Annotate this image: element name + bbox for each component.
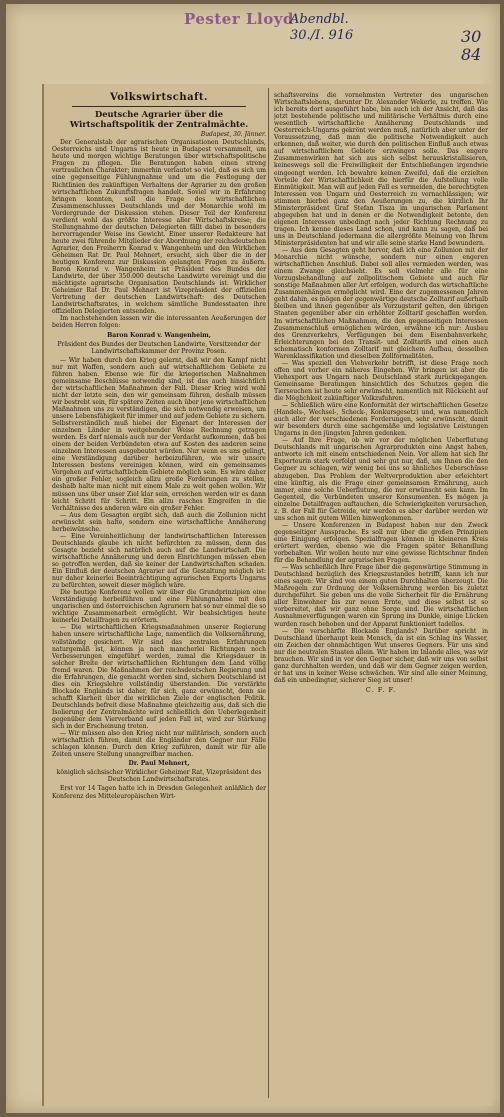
article-paragraph: schaftsvereins die vornehmsten Vertreter des ungarischen Wirtschaftslebens, darunter Dr. Alexander Wekerle, zu treffen. Wie ich bereits dort ausgeführt habe, bin auch ich der Ansicht, daß das jetzt bestehende politische und militärische Verhältnis durch eine wesentlich wirtschaftliche Annäherung Deutschlands und Oesterreich-Ungarns gekrönt werden muß, natürlich aber unter der Voraussetzung, daß man die politische Notwendigkeit auch erkennen, daß weiter, wie durch den politischen Einfluß auch etwas auf wirtschaftlichem Gebiete erzwingen solle. Das engere Zusammenwirken hat sich aus sich selbst herauskristallisieren, keineswegs soll die Freiwilligkeit der Entschließungen irgendwie eingeengt werden. Ich bewahre keinen Zweifel, daß die erzielten Vorteile der Wirtschaftlichkeit die hierfür die Aufstellung volle Einmütigkeit. Man will auf jeden Fall es vermeiden, die berechtigten Interessen von Ungarn und Oesterreich zu vernachlässigen; wir stimmen hierbei ganz den Aeußerungen zu, die kürzlich Ihr Ministerpräsident Graf Stefan Tisza im ungarischen Parlament abgegeben hat und in denen er die Notwendigkeit betonte, den eigenen Interessen unbedingt nach jeder Richtung Rechnung zu tragen. Ich kenne dieses Land schon, und kann zu sagen, daß bei uns in Deutschland jedermann die allergrößte Meinung von Ihrem Ministerpräsidenten hat und wir alle seine starke Hand bewundern. [274, 92, 488, 247]
article-paragraph: — Schließlich wäre eine Konformität der wirtschaftlichen Gesetze (Handels-, Wechsel-, Scheck-, Konkursgesetz) und, was namentlich auch aller der verschiedenen Forderungen, sehr erwünscht, damit wir besonders durch eine sachgemäße und legislative Leistungen Ungarns in den jüngsten Jahren gedenken. [274, 402, 488, 438]
section-rule [72, 106, 246, 107]
article-paragraph: — Die verschärfte Blockade Englands? Darüber spricht in Deutschland überhaupt kein Mensch, da ist ein Schlag ins Wasser, ein Zeichen der ohnmächtigen Wut unseres Gegners. Für uns sind nur die neutralen Staaten allein. Wir haben im Inlande alles, was wir brauchen. Wir sind in vor den Gegner sicher, daß wir uns von selbst ganz durchhalten werden, und daß wir dem Gegner zeigen werden, er hat uns in keiner Weise schwächen. Wir sind alle einer Meinung, daß ein unbedingter, sicherer Sieg ist unser! [274, 627, 488, 684]
article-paragraph: — Unsere Konferenzen in Budapest haben nur den Zweck gegenseitiger Aussprache. Es soll nur über die großen Prinzipien eine Einigung erfolgen. Spezialfragen können in kleineren Kreis erörtert werden, ebenso wie die Fragen später Behandlung vorbehalten. Wir wollen heute nur eine gewisse Richtschnur finden für die Behandlung der agrarischen Fragen. [274, 521, 488, 565]
section-title: Volkswirtschaft. [109, 92, 209, 103]
article-paragraph: — Wir müssen also den Krieg nicht nur militärisch, sondern auch wirtschaftlich führen, damit die Engländer den Gegner nur Fälle schlagen können. Durch den Krieg zuführen, damit wir für alle Zeiten unsere Stellung unangreifbar machen. [52, 730, 266, 759]
handwritten-date: 30./I. 916 [290, 28, 354, 43]
speaker-title: Präsident des Bundes der Deutschen Landwirte, Vorsitzender der Landwirtschaftskammer der Provinz Posen. [57, 340, 261, 355]
article-paragraph: — Was schließlich Ihre Frage über die gegenwärtige Stimmung in Deutschland bezüglich des Kriegszustandes betrifft, kann ich nur eines sagen: Wir sind von einem guten Durchhalten überzeugt. Die Maßregeln zur Ordnung der Volksernährung werden bis zuletzt durchgeführt. Sie geben uns die volle Sicherheit für die Ernährung aller Einwohner bis zur neuen Ernte, und diese selbst ist so vorbereitet, daß wir ganz ohne Sorge sind. Die wirtschaftlichen Ausnahmeverfügungen waren ein Sprung ins Dunkle, einige Lücken wurden rasch behoben und der Apparat funktioniert tadellos. [274, 564, 488, 628]
article-paragraph: Erst vor 14 Tagen hatte ich in Dresden Gelegenheit anläßlich der Konferenz des Mitteleuropäischen Wirt- [52, 785, 266, 800]
article-paragraph: — Eine Vereinheitlichung der landwirtschaftlichen Interessen Deutschlands glaube ich nicht befürchten zu müssen, denn das Gesagte bezieht sich natürlich auch auf die Landwirtschaft. Die wirtschaftliche Annäherung und deren Einrichtungen müssen eben so getroffen werden, daß sie keiner der Landwirtschaften schaden. Ein Einfluß der deutschen Agrarier auf die Gestaltung möglich ist: nur daher keinerlei Beeinträchtigung agrarischen Exports Ungarns zu befürchten, soweit dieser möglich wäre. [52, 532, 266, 590]
article-paragraph: — Aus dem Gesagten geht hervor, daß ich eine Zollunion mit der Monarchie nicht wünsche, sondern nur einen engeren wirtschaftlichen Anschluß. Dabei soll alles vermieden werden, was einem Zwange gleichsieht. Es soll vielmehr alle für eine Vorzugsbehandlung auf zollpolitischem Gebiete und auch für sonstige Maßnahmen aller Art erfolgen, wodurch das wirtschaftliche Zusammenhängen ermöglicht wird. Eine der zugemessenen Jahren geht dahin, es mögen der gegenwärtige deutsche Zolltarif außerhalb bleiben und ihnen gegenüber als Vorzugstarif gelten, den übrigen Staaten gegenüber aber ein erhöhter Zolltarif geschaffen werden. Im wirtschaftlichen Maßnahmen, die den gegenseitigen Interessen Zusammenschluß ermöglichen würden, erwähne ich nur: Ausbau des Grenzverkehrs, Verfügungen bei dem Eisenbahnverkehr, Erleichterungen bei den Transit- und Zolltarifs und einen auch schematisch konformen Zolltarif mit gleichem Aufbau, desselben Warenklassifikation und dieselben Zollformalitäten. [274, 247, 488, 360]
speaker-name: Dr. Paul Mehnert, [128, 760, 190, 768]
handwritten-note: Abendbl. [290, 12, 349, 27]
newspaper-clipping [42, 84, 492, 1106]
page-number-top: 30 [461, 27, 482, 46]
article-dateline: Budapest, 30. Jänner. [200, 131, 266, 139]
article-paragraph: — Auf Ihre Frage, ob wir vor der möglichen Ueberflutung Deutschlands mit ungarischen Agrarprodukten eine Angst haben, antworte ich mit einem entschiedenen Nein. Vor allem hat sich Ihr Exporteurin stark verfolgt und sehr gut nur, daß, um Ihnen die den Gegner zu schlagen, wir wenig bei uns so ähnliches Ueberschüsse abzugeben. Das Problem der Weltverproduktion aber erleichtert eine künftig, als die Frage einer gemeinsamen Ernährung, auch immer, eine solche Ueberflutung, die nur erwünscht sein kann. Im Gegenteil, die Verbündeten unserer Konsumenten. Es mögen ja einzelne Detailfragen auftauchen, die Schwierigkeiten verursachen, z. B. der Fall für Getreide, wir werden es aber darüber werden wir uns schon mit gutem Willen hinwegkommen. [274, 437, 488, 522]
page-number-bottom: 84 [461, 45, 482, 64]
article-headline: Deutsche Agrarier über die Wirtschaftspolitik der Zentralmächte. [69, 109, 249, 129]
handwritten-page-number [461, 28, 481, 64]
article-paragraph: — Was speziell den Viehverkehr betrifft, ist diese Frage noch offen und vorher ein näheres Eingehen. Wir bringen ist aber die Viehexport aus Ungarn nach Deutschland stark zurückgegangen. Gemeinsame Beratungen hinsichtlich des Schutzes gegen die Tierseuchen ist heute sehr erwünscht, namentlich mit Rücksicht auf die Möglichkeit zukünftiger Volkzufuhren. [274, 359, 488, 403]
author-signature: C. F. F. [365, 685, 397, 694]
speaker-title: königlich sächsischer Wirklicher Geheimer Rat, Vizepräsident des Deutschen Landwirtschaftsrates. [56, 769, 262, 784]
column-divider [268, 88, 269, 1098]
article-column-right [274, 92, 488, 1098]
article-paragraph: Die heutige Konferenz wollen wir über die Grundprinzipien eine Verständigung herbeiführen und eine Fühlungnahme mit den ungarischen und österreichischen Agrariern hat so nur einmal die so wichtige Zusammenarbeit ermöglicht. Wir beabsichtigen heute keinerlei Detailfragen zu erörtern. [52, 589, 266, 625]
scrapbook-page [6, 4, 500, 1113]
article-paragraph: — Aus dem Gesagten ergibt sich, daß auch die Zollunion nicht erwünscht sein halte, sondern eine wirtschaftliche Annäherung herbeiwünsche. [52, 511, 266, 533]
article-paragraph: — Die wirtschaftlichen Kriegsmaßnahmen unserer Regierung haben unsere wirtschaftliche Lage, namentlich die Volksernährung, vollständig gesichert. Wir sind das zentralen Erfahrungen naturgemäß ist, können ja nach mancherlei Richtungen noch Verbesserungen eingeführt werden, zumal die Kriegsdauer in solcher Breite der wirtschaftlichen Richtungen dem Land völlig fremd waren. Die Maßnahmen der reichsdeutschen Regierung und die Erfahrungen, die gemacht worden sind, sichern Deutschland ist dies ein Kriegslehre vollständig überstanden. Die verstärkte Blockade Englands ist daher, für sich, ganz erwünscht, denn sie schafft Klarheit über die wirklichen Ziele der englischen Politik. Deutschlands befreit diese Maßnahme gleichzeitig aus, daß sich die Isolierung der Zentralmächte wird schließlich den Ueberlegenheit gegenüber dem Vierverband auf jeden Fall ist, wird zur Stärkung sich in der Erscheinung treten. [52, 624, 266, 731]
article-paragraph: Der Generalstab der agrarischen Organisationen Deutschlands, Oesterreichs und Ungarns ist heute in Budapest versammelt, um heute und morgen wichtige Beratungen über wirtschaftspolitische Fragen zu pflegen. Die Beratungen haben einen streng vertraulichen Charakter; immerhin verlautet so viel, daß es sich um eine gegenseitige Fühlungnahme und um die Festlegung der Richtlinien des zukünftigen Verhaltens der Agrarier zu den großen wirtschaftlichen Zukunftsfragen handelt. Soviel wir in Erfahrung bringen konnten, soll die Frage des wirtschaftlichen Zusammenschlusses Deutschlands und der Monarchie wohl im Vordergrunde der Diskussion stehen. Dieser Teil der Konferenz verdient wohl das größte Interesse aller Wirtschaftskreise; die Stellungnahme der deutschen Delegierten fällt dabei in besonders hervorragender Weise ins Gewicht. Einer unserer Redakteure hat heute zwei führende Mitglieder der Abordnung der reichsdeutschen Agrarier, den Freiherrn Konrad v. Wangenheim und den Wirklichen Geheimen Rat Dr. Paul Mehnert, ersucht, sich über die in der heutigen Konferenz zur Diskussion gelangten Fragen zu äußern. Baron Konrad v. Wangenheim ist Präsident des Bundes der Landwirte, der über 350.000 deutsche Landwirte vereinigt und die mächtigste agrarische Organisation Deutschlands ist. Wirklicher Geheimer Rat Dr. Paul Mehnert ist Vizepräsident der offiziellen Vertretung der deutschen Landwirtschaft: des Deutschen Landwirtschaftsrates, in welchem sämtliche Bundesstaaten ihre offiziellen Delegierten entsenden. [52, 139, 266, 316]
article-paragraph: — Wir haben durch den Krieg gelernt, daß wir den Kampf nicht nur mit Waffen, sondern auch auf wirtschaftlichem Gebiete zu führen haben. Ebenso wie für die kriegerischen Maßnahmen gemeinsame Beschlüsse notwendig sind, ist das auch hinsichtlich der wirtschaftlichen Maßnahmen der Fall. Dieser Krieg wird wohl nicht der letzte sein, den wir gemeinsam führen, deshalb müssen wir bestrebt sein, für spätere Zeiten auch über jene wirtschaftlichen Maßnahmen uns zu verständigen, die sich notwendig erweisen, um unsere Lebensfähigkeit für immer und auf jedem Gebiete zu sichern. Selbstverständlich muß hiebei der Eigenart der Interessen der einzelnen Länder in weitgehender Weise Rechnung getragen werden. Es darf niemals auch nur der Verdacht aufkommen, daß bei einem der beiden Verbündeten etwa auf Kosten des anderen seine einzelnen Interessen ausgebeutet würden. Nur wenn es uns gelingt, eine Verständigung darüber herbeizuführen, wie wir unsere Interessen bestens vereinigen können, wird ein gemeinsames Vorgehen auf wirtschaftlichem Gebiete möglich sein. Es wäre daher ein großer Fehler, sogleich allzu große Forderungen zu stellen, deshalb halte man nicht mit einem Male zu weit gehen wollen. Wir müssen uns über unser Ziel klar sein, erreichen werden wir es dann leicht Schritt für Schritt. Ein allzu rasches Eingreifen in die Verhältnisse des anderen wäre ein großer Fehler. [52, 356, 266, 512]
handwritten-annotation [290, 12, 353, 44]
newspaper-name-stamp: Pester Lloyd [184, 10, 294, 28]
article-column-left [52, 92, 266, 1098]
speaker-name: Baron Konrad v. Wangenheim, [107, 331, 211, 339]
article-paragraph: Im nachstehenden lassen wir die interessanten Aeußerungen der beiden Herren folgen: [52, 315, 266, 330]
